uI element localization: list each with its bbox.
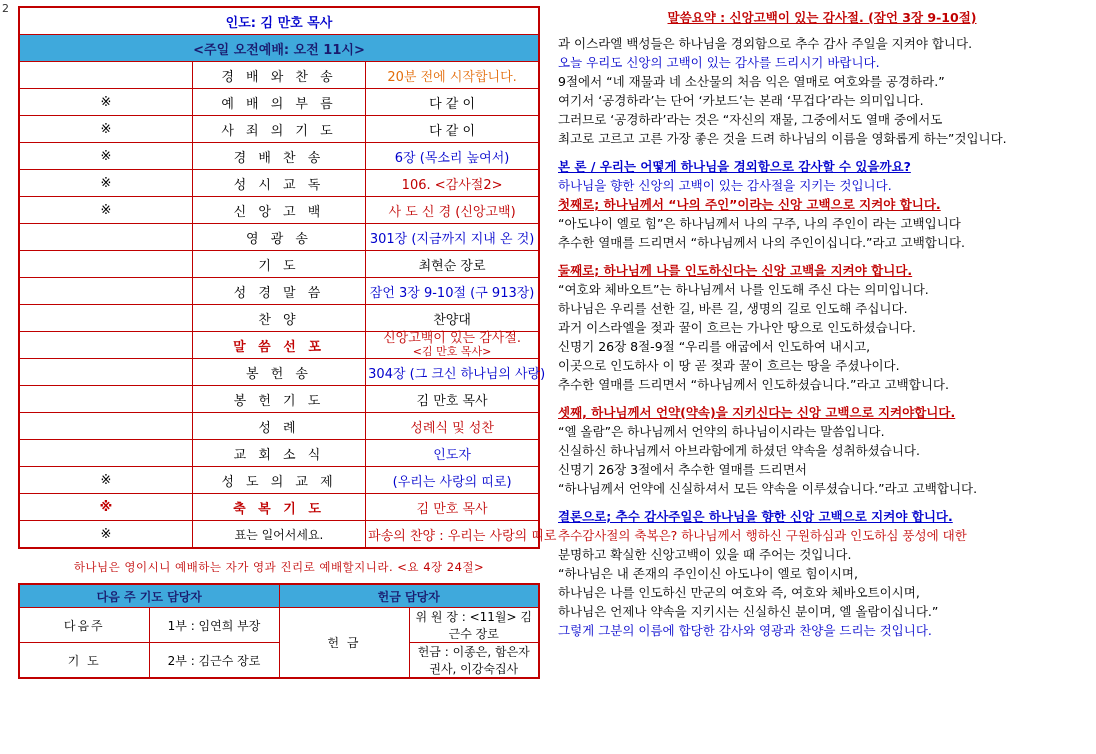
order-value-7: 최현순 장로: [366, 251, 539, 278]
order-value-10: 신앙고백이 있는 감사절. <김 만호 목사>: [366, 332, 539, 359]
order-row: [19, 170, 539, 197]
order-item-11: 봉 헌 송: [192, 359, 365, 386]
order-row: [19, 494, 539, 521]
sermon-line-3: 여기서 ‘공경하라’는 단어 ‘카보드’는 본래 ‘무겁다’라는 의미입니다.: [558, 93, 924, 108]
sermon-line-10: “아도나이 엘로 힘”은 하나님께서 나의 구주, 나의 주인이 라는 고백입니다: [558, 216, 961, 231]
order-item-15: 성 도 의 교 제: [192, 467, 365, 494]
scripture-verse: 하나님은 영이시니 예배하는 자가 영과 진리로 예배할지니라. <요 4장 24절>: [73, 560, 485, 574]
order-item-5: 신 앙 고 백: [192, 197, 365, 224]
order-item-12: 봉 헌 기 도: [192, 386, 365, 413]
sermon-line-33: 그렇게 그분의 이름에 합당한 감사와 영광과 찬양을 드리는 것입니다.: [558, 623, 932, 638]
order-value-12: 김 만호 목사: [366, 386, 539, 413]
order-item-8: 성 경 말 씀: [192, 278, 365, 305]
order-mark-17: ※: [19, 521, 192, 549]
order-row: [19, 143, 539, 170]
sermon-gap: [558, 394, 1086, 403]
order-row: [19, 440, 539, 467]
order-item-2: 사 죄 의 기 도: [192, 116, 365, 143]
order-row: [19, 521, 539, 549]
sermon-line-18: 이곳으로 인도하사 이 땅 곧 젖과 꿀이 흐르는 땅을 주셨나이다.: [558, 358, 900, 373]
sermon-line-14: “여호와 체바오트”는 하나님께서 나를 인도해 주신 다는 의미입니다.: [558, 282, 929, 297]
sermon-line-28: 추수감사절의 축복은? 하나님께서 행하신 구원하심과 인도하심 풍성에 대한: [558, 528, 967, 543]
sermon-line-17: 신명기 26장 8절-9절 “우리를 애굽에서 인도하여 내시고,: [558, 339, 871, 354]
order-item-1: 예 배 의 부 름: [192, 89, 365, 116]
sermon-line-23: 신실하신 하나님께서 아브라함에게 하셨던 약속을 성취하셨습니다.: [558, 443, 920, 458]
order-item-7: 기 도: [192, 251, 365, 278]
order-row: [19, 197, 539, 224]
service-time: <주일 오전예배: 오전 11시>: [19, 35, 539, 62]
order-value-15: (우리는 사랑의 띠로): [366, 467, 539, 494]
sermon-line-9: 첫째로; 하나님께서 “나의 주인”이라는 신앙 고백으로 지켜야 합니다.: [558, 197, 941, 212]
prayer-duty-2: 2부 : 김근수 장로: [149, 643, 279, 679]
sermon-title: 말씀요약 : 신앙고백이 있는 감사절. (잠언 3장 9-10절): [667, 10, 977, 25]
order-item-4: 성 시 교 독: [192, 170, 365, 197]
sermon-gap: [558, 498, 1086, 507]
sermon-summary-column: [548, 0, 1096, 754]
sermon-line-24: 신명기 26장 3절에서 추수한 열매를 드리면서: [558, 462, 808, 477]
order-item-14: 교 회 소 식: [192, 440, 365, 467]
bulletin-title-row: [19, 7, 539, 35]
order-row: [19, 224, 539, 251]
offering-duty-2: 헌금 : 이종은, 함은자권사, 이강숙집사: [409, 643, 539, 679]
order-mark-2: ※: [19, 116, 192, 143]
order-value-11: 304장 (그 크신 하나님의 사랑): [366, 359, 539, 386]
order-mark-10: [19, 332, 192, 359]
sermon-line-29: 분명하고 확실한 신앙고백이 있을 때 주어는 것입니다.: [558, 547, 852, 562]
order-value-3: 6장 (목소리 높여서): [366, 143, 539, 170]
sermon-line-15: 하나님은 우리를 선한 길, 바른 길, 생명의 길로 인도해 주십니다.: [558, 301, 908, 316]
order-value-17: 파송의 찬양 : 우리는 사랑의 띠로: [366, 521, 539, 549]
order-item-3: 경 배 찬 송: [192, 143, 365, 170]
order-row: [19, 116, 539, 143]
sermon-line-27: 결론으로; 추수 감사주일은 하나님을 향한 신앙 고백으로 지켜야 합니다.: [558, 509, 953, 524]
order-item-6: 영 광 송: [192, 224, 365, 251]
sermon-line-19: 추수한 열매를 드리면서 “하나님께서 인도하셨습니다.”라고 고백합니다.: [558, 377, 949, 392]
order-item-0: 경 배 와 찬 송: [192, 62, 365, 89]
sermon-line-8: 하나님을 향한 신앙의 고백이 있는 감사절을 지키는 것입니다.: [558, 178, 892, 193]
order-row: [19, 305, 539, 332]
sermon-gap: [558, 252, 1086, 261]
order-mark-9: [19, 305, 192, 332]
sermon-line-4: 그러므로 ‘공경하라’라는 것은 “자신의 재물, 그중에서도 열매 중에서도: [558, 112, 943, 127]
order-value-9: 찬양대: [366, 305, 539, 332]
order-mark-13: [19, 413, 192, 440]
order-row: [19, 386, 539, 413]
order-value-2: 다 같 이: [366, 116, 539, 143]
sermon-line-11: 추수한 열매를 드리면서 “하나님께서 나의 주인이십니다.”라고 고백합니다.: [558, 235, 965, 250]
order-value-0: 20분 전에 시작합니다.: [366, 62, 539, 89]
order-row: [19, 278, 539, 305]
order-mark-3: ※: [19, 143, 192, 170]
order-row: [19, 62, 539, 89]
order-item-13: 성 례: [192, 413, 365, 440]
bulletin-title: 인도: 김 만호 목사: [19, 7, 539, 35]
next-week-duty-table: [18, 583, 540, 679]
order-mark-5: ※: [19, 197, 192, 224]
order-value-16: 김 만호 목사: [366, 494, 539, 521]
order-row: [19, 332, 539, 359]
order-mark-14: [19, 440, 192, 467]
sermon-line-7: 본 론 / 우리는 어떻게 하나님을 경외함으로 감사할 수 있을까요?: [558, 159, 911, 174]
offering-label: 헌 금: [279, 608, 409, 679]
order-item-17: 표는 일어서세요.: [192, 521, 365, 549]
order-mark-0: [19, 62, 192, 89]
service-time-row: [19, 35, 539, 62]
order-value-14: 인도자: [366, 440, 539, 467]
offering-duty-1: 위 원 장 : <11월> 김근수 장로: [409, 608, 539, 643]
order-item-16: 축 복 기 도: [192, 494, 365, 521]
order-mark-4: ※: [19, 170, 192, 197]
order-value-13: 성례식 및 성찬: [366, 413, 539, 440]
offering-duty-header: 헌금 담당자: [279, 584, 539, 608]
order-mark-12: [19, 386, 192, 413]
sermon-line-22: “엘 올람”은 하나님께서 언약의 하나님이시라는 말씀입니다.: [558, 424, 885, 439]
order-row: [19, 413, 539, 440]
order-mark-6: [19, 224, 192, 251]
order-mark-11: [19, 359, 192, 386]
order-row: [19, 251, 539, 278]
sermon-line-13: 둘째로; 하나님께 나를 인도하신다는 신앙 고백을 지켜야 합니다.: [558, 263, 913, 278]
sermon-line-21: 셋째, 하나님께서 언약(약속)을 지키신다는 신앙 고백으로 지켜야합니다.: [558, 405, 956, 420]
sermon-gap: [558, 148, 1086, 157]
sermon-line-25: “하나님께서 언약에 신실하셔서 모든 약속을 이루셨습니다.”라고 고백합니다.: [558, 481, 978, 496]
sermon-body: [558, 34, 1086, 640]
order-value-1: 다 같 이: [366, 89, 539, 116]
sermon-line-0: 과 이스라엘 백성들은 하나님을 경외함으로 추수 감사 주일을 지켜야 합니다.: [558, 36, 973, 51]
order-mark-16: ※: [19, 494, 192, 521]
order-row: [19, 89, 539, 116]
order-item-10: 말 씀 선 포: [192, 332, 365, 359]
prayer-duty-header: 다음 주 기도 담당자: [19, 584, 279, 608]
order-row: [19, 467, 539, 494]
sermon-line-1: 오늘 우리도 신앙의 고백이 있는 감사를 드리시기 바랍니다.: [558, 55, 880, 70]
order-value-6: 301장 (지금까지 지내 온 것): [366, 224, 539, 251]
next-week-label-2: 기 도: [19, 643, 149, 679]
order-mark-8: [19, 278, 192, 305]
order-item-9: 찬 양: [192, 305, 365, 332]
next-week-label-1: 다음주: [19, 608, 149, 643]
sermon-line-16: 과거 이스라엘을 젖과 꿀이 흐르는 가나안 땅으로 인도하셨습니다.: [558, 320, 916, 335]
prayer-duty-1: 1부 : 임연희 부장: [149, 608, 279, 643]
order-row: [19, 359, 539, 386]
order-value-5: 사 도 신 경 (신앙고백): [366, 197, 539, 224]
order-value-4: 106. <감사절2>: [366, 170, 539, 197]
page-number: 2: [2, 2, 9, 15]
sermon-line-5: 최고로 고르고 고른 가장 좋은 것을 드려 하나님의 이름을 영화롭게 하는”것입니다.: [558, 131, 1007, 146]
order-value-8: 잠언 3장 9-10절 (구 913장): [366, 278, 539, 305]
order-mark-7: [19, 251, 192, 278]
order-mark-15: ※: [19, 467, 192, 494]
sermon-line-32: 하나님은 언제나 약속을 지키시는 신실하신 분이며, 엘 올람이십니다.”: [558, 604, 939, 619]
sermon-line-31: 하나님은 나를 인도하신 만군의 여호와 즉, 여호와 체바오트이시며,: [558, 585, 920, 600]
sermon-line-30: “하나님은 내 존재의 주인이신 아도나이 엘로 힘이시며,: [558, 566, 858, 581]
worship-order-table: [18, 6, 557, 549]
sermon-line-2: 9절에서 “네 재물과 네 소산물의 처음 익은 열매로 여호와를 공경하라.”: [558, 74, 945, 89]
order-mark-1: ※: [19, 89, 192, 116]
